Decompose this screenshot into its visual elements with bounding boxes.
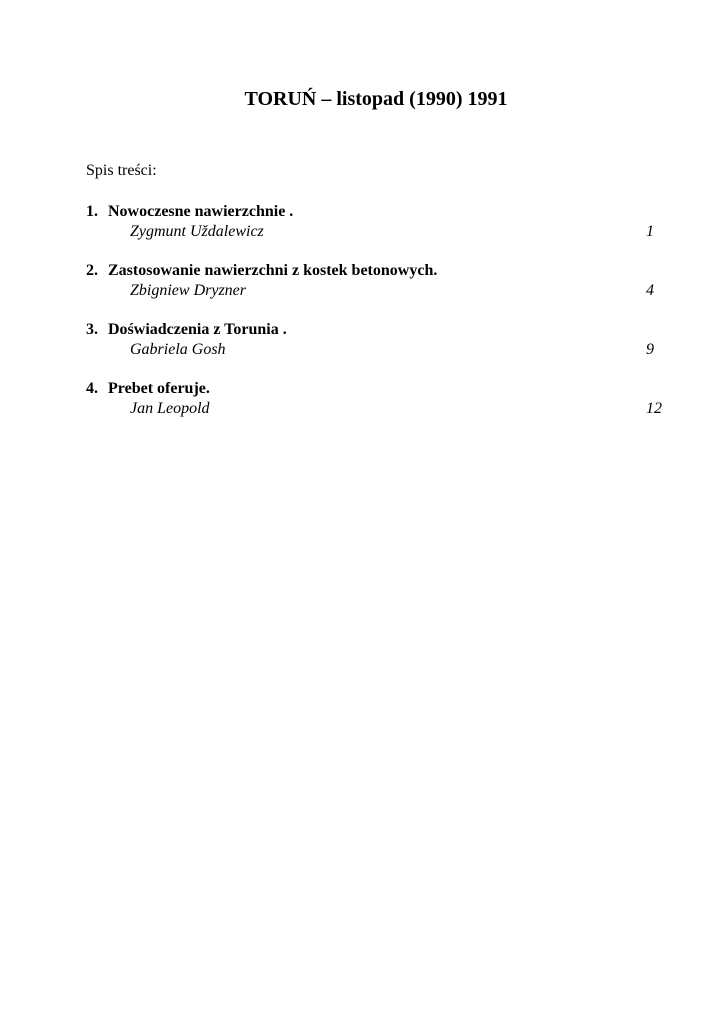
toc-entry-author: Zygmunt Uždalewicz	[130, 223, 264, 240]
table-of-contents	[86, 202, 666, 438]
toc-entry	[86, 202, 666, 261]
toc-entry	[86, 320, 666, 379]
toc-entry-page: 9	[646, 341, 654, 358]
toc-entry-title-line	[86, 261, 437, 281]
toc-entry-page: 1	[646, 223, 654, 240]
toc-entry-author: Jan Leopold	[130, 400, 210, 417]
toc-entry-title: Nowoczesne nawierzchnie .	[108, 203, 294, 220]
toc-entry-title-line	[86, 320, 287, 340]
toc-entry	[86, 261, 666, 320]
toc-entry-number: 4.	[86, 380, 98, 397]
toc-entry-title: Zastosowanie nawierzchni z kostek betonowych.	[108, 262, 438, 279]
toc-entry-title-line	[86, 202, 293, 222]
toc-entry-page: 4	[646, 282, 654, 299]
toc-entry-number: 1.	[86, 203, 98, 220]
page-title: TORUŃ – listopad (1990) 1991	[244, 88, 508, 110]
toc-entry-author: Zbigniew Dryzner	[130, 282, 246, 299]
toc-entry-author: Gabriela Gosh	[130, 341, 226, 358]
toc-entry-number: 2.	[86, 262, 98, 279]
toc-entry-title: Doświadczenia z Torunia .	[108, 321, 287, 338]
toc-entry-page: 12	[646, 400, 662, 417]
toc-entry-title-line	[86, 379, 210, 399]
toc-entry-number: 3.	[86, 321, 98, 338]
toc-heading: Spis treści:	[86, 162, 157, 179]
toc-entry-title: Prebet oferuje.	[108, 380, 210, 397]
toc-entry	[86, 379, 666, 438]
